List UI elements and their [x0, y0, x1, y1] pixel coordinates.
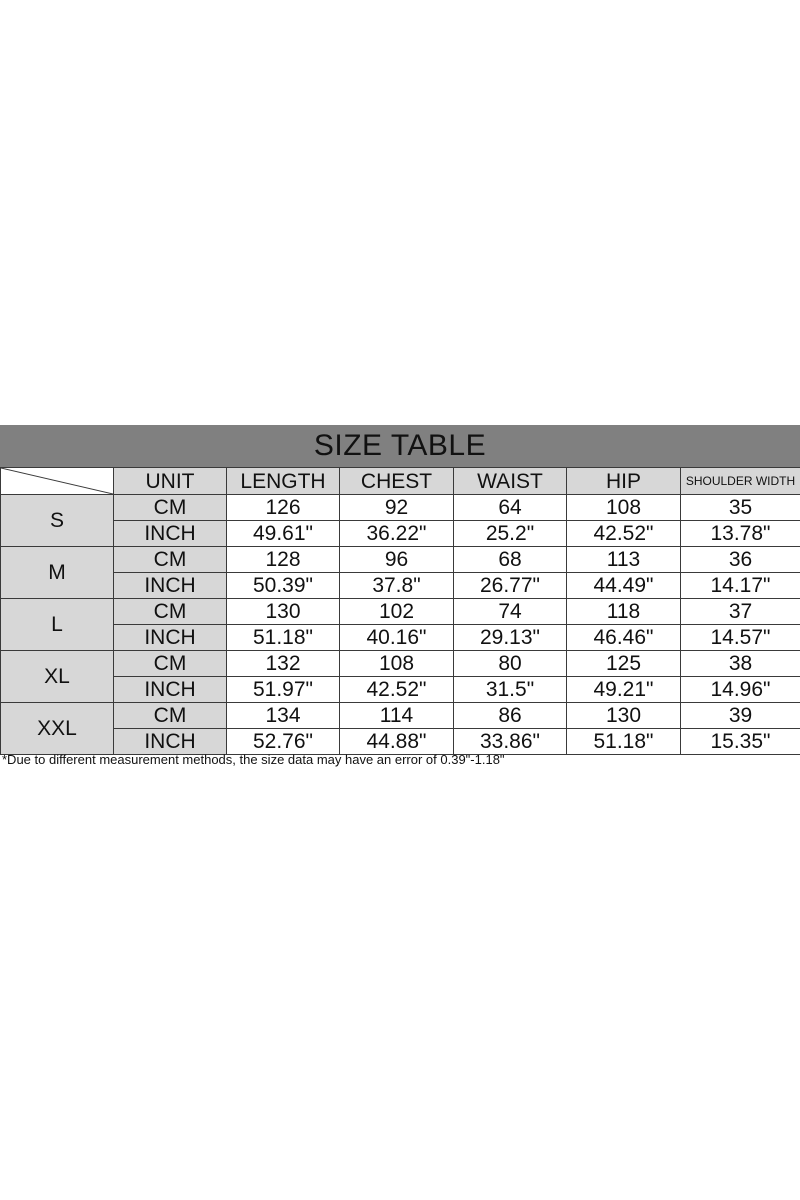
cell-waist: 31.5" [454, 677, 567, 703]
cell-length: 132 [227, 651, 340, 677]
cell-waist: 68 [454, 547, 567, 573]
cell-shoulder-width: 35 [681, 495, 800, 521]
unit-cell: CM [114, 495, 227, 521]
cell-hip: 130 [567, 703, 681, 729]
header-waist: WAIST [454, 468, 567, 495]
table-row [1, 729, 800, 755]
unit-cell: INCH [114, 521, 227, 547]
table-row [1, 703, 800, 729]
header-length: LENGTH [227, 468, 340, 495]
cell-length: 126 [227, 495, 340, 521]
cell-shoulder-width: 39 [681, 703, 800, 729]
cell-waist: 26.77" [454, 573, 567, 599]
cell-hip: 42.52" [567, 521, 681, 547]
cell-hip: 118 [567, 599, 681, 625]
cell-waist: 25.2" [454, 521, 567, 547]
cell-length: 50.39" [227, 573, 340, 599]
cell-shoulder-width: 14.57" [681, 625, 800, 651]
cell-hip: 108 [567, 495, 681, 521]
cell-waist: 29.13" [454, 625, 567, 651]
unit-cell: CM [114, 599, 227, 625]
cell-shoulder-width: 14.17" [681, 573, 800, 599]
unit-cell: CM [114, 547, 227, 573]
table-row [1, 677, 800, 703]
cell-chest: 42.52" [340, 677, 454, 703]
cell-chest: 44.88" [340, 729, 454, 755]
cell-chest: 114 [340, 703, 454, 729]
corner-cell [1, 468, 114, 495]
unit-cell: INCH [114, 677, 227, 703]
cell-chest: 92 [340, 495, 454, 521]
cell-length: 130 [227, 599, 340, 625]
table-row [1, 495, 800, 521]
header-row [1, 468, 800, 495]
cell-hip: 49.21" [567, 677, 681, 703]
header-unit: UNIT [114, 468, 227, 495]
header-chest: CHEST [340, 468, 454, 495]
cell-waist: 80 [454, 651, 567, 677]
table-row [1, 625, 800, 651]
diagonal-divider [1, 468, 113, 494]
cell-waist: 33.86" [454, 729, 567, 755]
cell-chest: 40.16" [340, 625, 454, 651]
cell-shoulder-width: 13.78" [681, 521, 800, 547]
unit-cell: CM [114, 703, 227, 729]
unit-cell: INCH [114, 729, 227, 755]
table-row [1, 573, 800, 599]
size-label: L [1, 599, 114, 651]
unit-cell: CM [114, 651, 227, 677]
cell-shoulder-width: 36 [681, 547, 800, 573]
size-label: S [1, 495, 114, 547]
cell-length: 128 [227, 547, 340, 573]
cell-length: 49.61" [227, 521, 340, 547]
cell-length: 52.76" [227, 729, 340, 755]
unit-cell: INCH [114, 573, 227, 599]
size-table [0, 467, 800, 755]
cell-hip: 125 [567, 651, 681, 677]
cell-shoulder-width: 15.35" [681, 729, 800, 755]
cell-chest: 108 [340, 651, 454, 677]
cell-shoulder-width: 37 [681, 599, 800, 625]
unit-cell: INCH [114, 625, 227, 651]
size-label: XXL [1, 703, 114, 755]
table-row [1, 651, 800, 677]
cell-waist: 74 [454, 599, 567, 625]
cell-chest: 96 [340, 547, 454, 573]
cell-length: 51.18" [227, 625, 340, 651]
cell-hip: 44.49" [567, 573, 681, 599]
size-label: XL [1, 651, 114, 703]
cell-length: 51.97" [227, 677, 340, 703]
cell-hip: 51.18" [567, 729, 681, 755]
cell-chest: 102 [340, 599, 454, 625]
size-label: M [1, 547, 114, 599]
cell-waist: 64 [454, 495, 567, 521]
size-table-title: SIZE TABLE [0, 425, 800, 467]
cell-hip: 46.46" [567, 625, 681, 651]
table-row [1, 521, 800, 547]
cell-shoulder-width: 14.96" [681, 677, 800, 703]
footnote: *Due to different measurement methods, the size data may have an error of 0.39"-1.18" [2, 752, 505, 767]
cell-hip: 113 [567, 547, 681, 573]
table-row [1, 599, 800, 625]
cell-chest: 36.22" [340, 521, 454, 547]
header-shoulder-width: SHOULDER WIDTH [681, 468, 800, 495]
cell-waist: 86 [454, 703, 567, 729]
header-hip: HIP [567, 468, 681, 495]
cell-shoulder-width: 38 [681, 651, 800, 677]
cell-chest: 37.8" [340, 573, 454, 599]
cell-length: 134 [227, 703, 340, 729]
table-row [1, 547, 800, 573]
